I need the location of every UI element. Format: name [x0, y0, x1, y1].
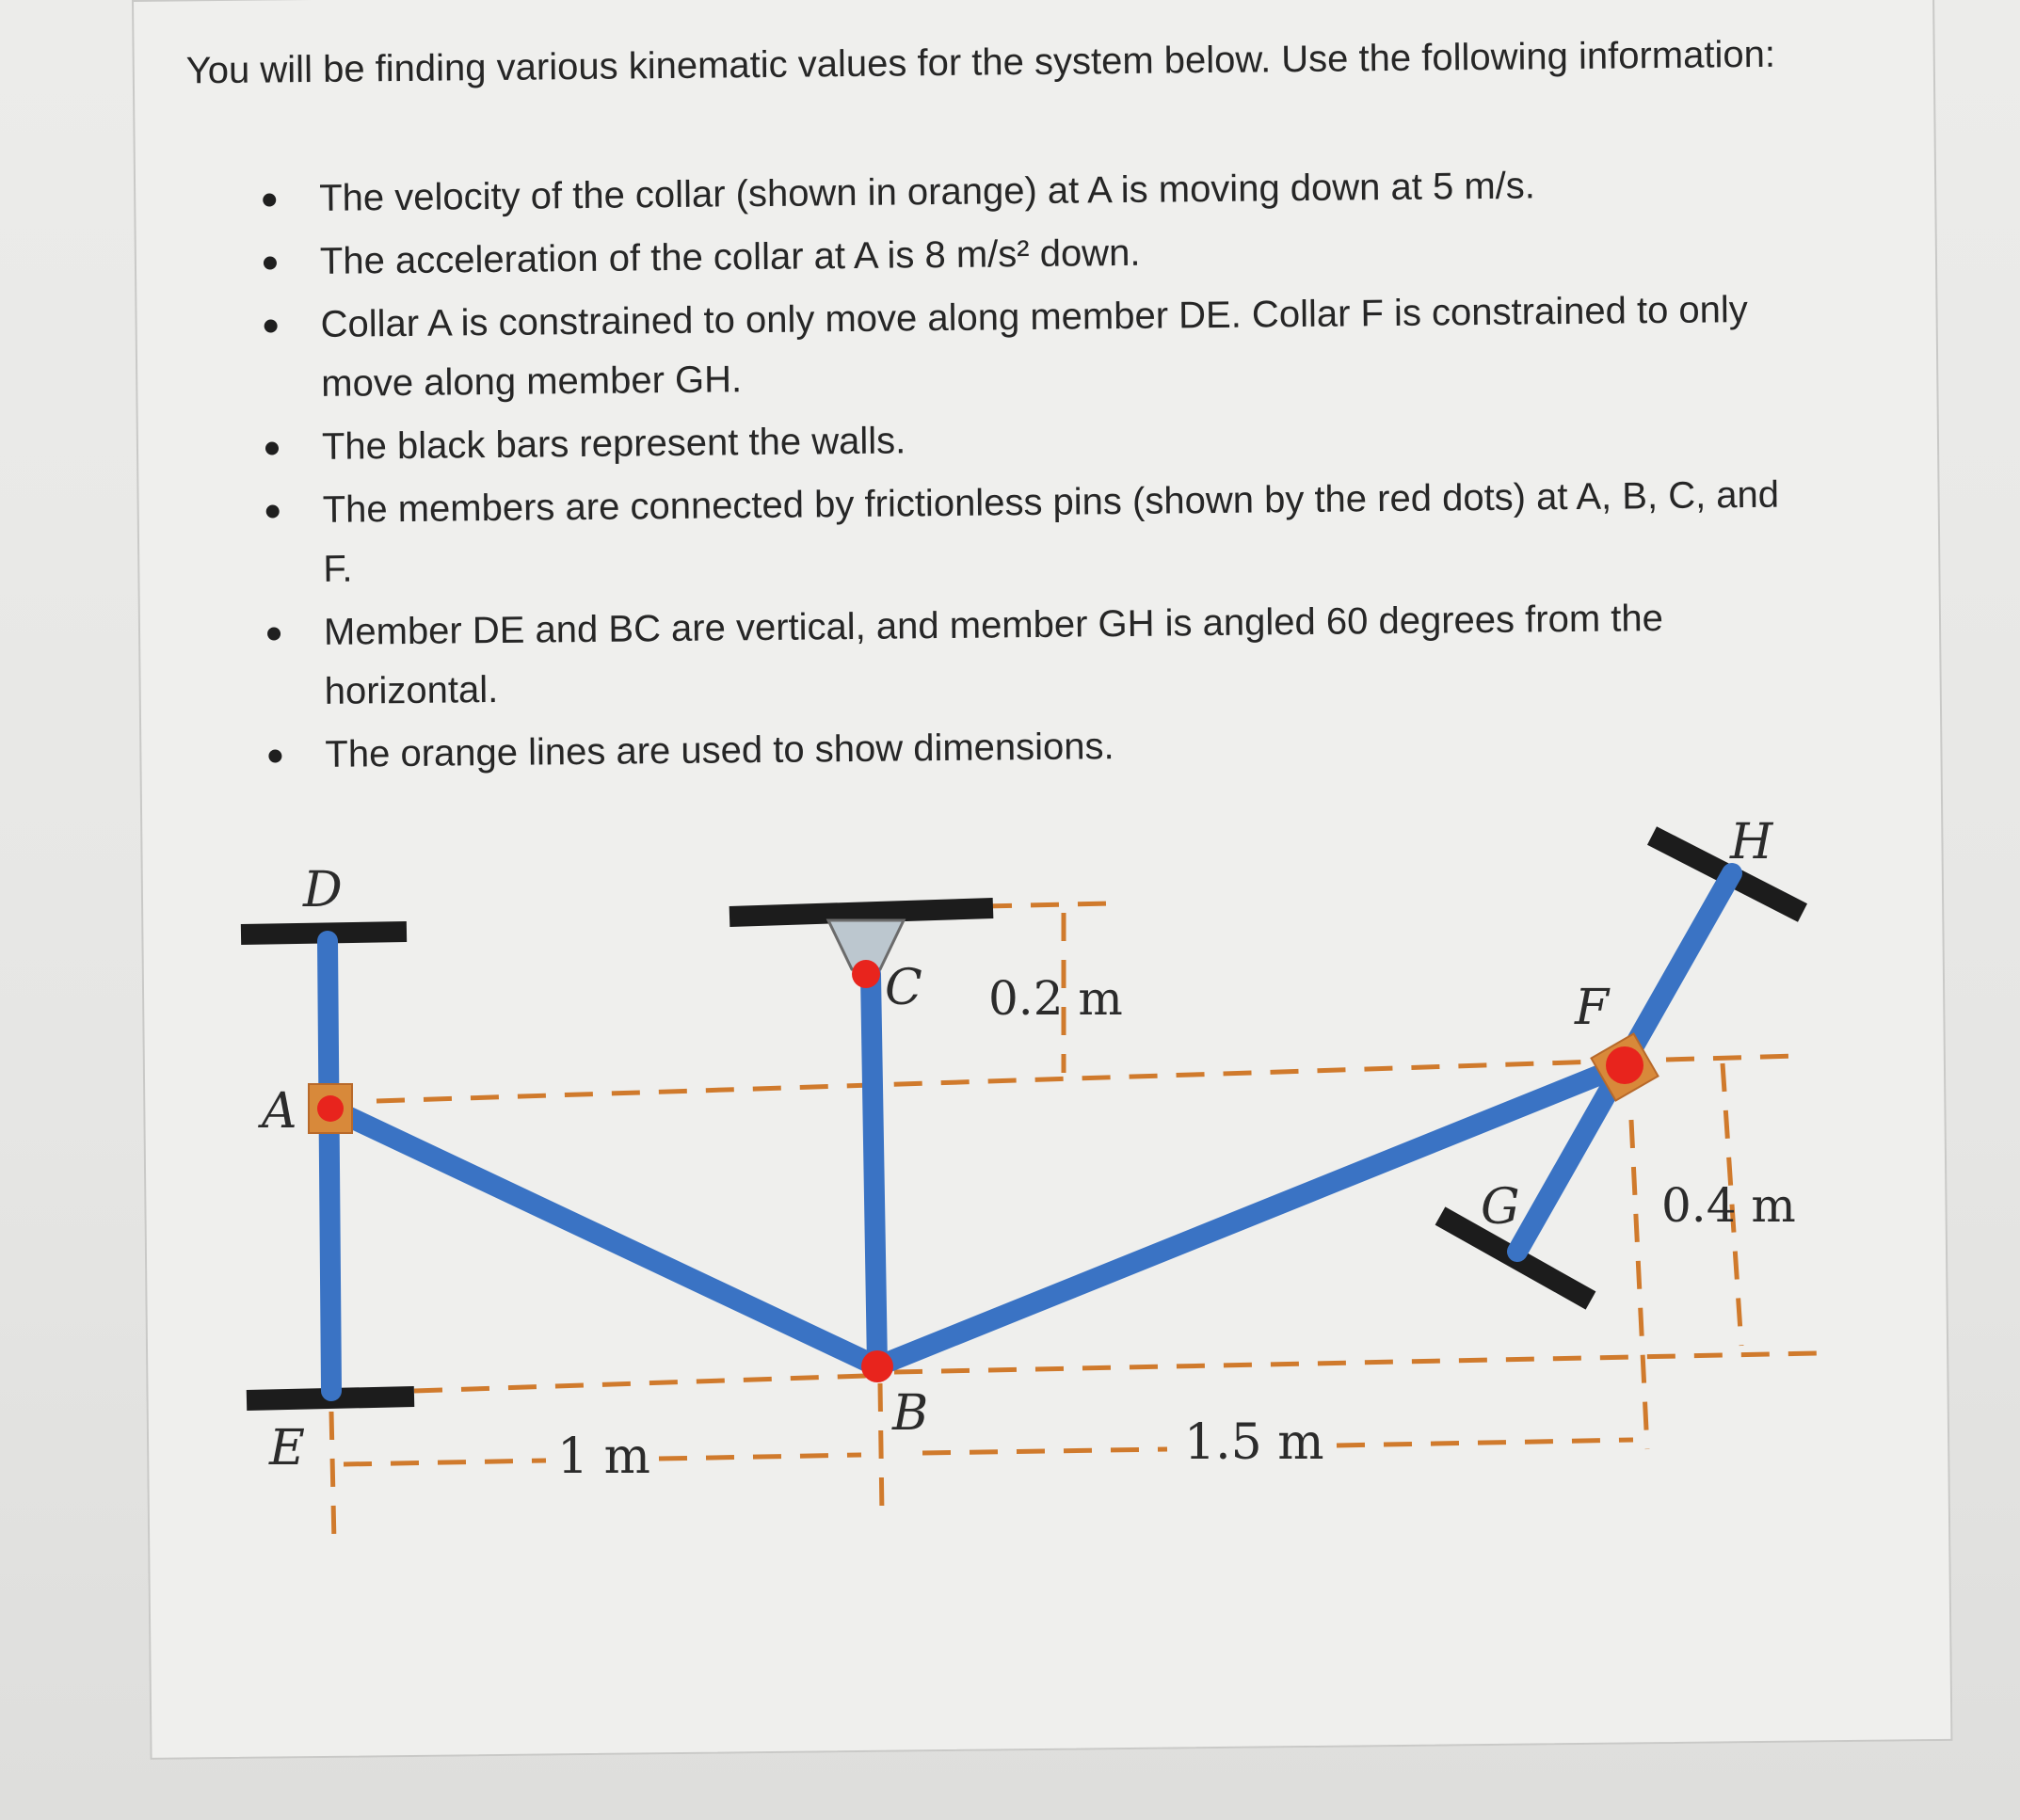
bullet-dimensions: The orange lines are used to show dimensions. [193, 710, 1813, 786]
bullet-walls: The black bars represent the walls. [190, 402, 1810, 478]
dim-line-bottom-right-b [1337, 1440, 1633, 1445]
dim-label-ab-horizontal: 1 m [557, 1429, 650, 1485]
dim-line-bottom-mid [659, 1455, 861, 1459]
bullet-acceleration: The acceleration of the collar at A is 8 m/s² down. [188, 216, 1808, 293]
label-d: D [303, 862, 343, 918]
pin-f [1606, 1046, 1643, 1084]
dim-line-b-level [894, 1353, 1817, 1372]
dim-line-c-top [984, 903, 1111, 906]
label-b: B [892, 1385, 929, 1442]
members [328, 873, 1732, 1391]
intro-text: You will be finding various kinematic values for the system below. Use the following information: [185, 33, 1776, 92]
label-a: A [262, 1083, 297, 1140]
bullet-velocity: The velocity of the collar (shown in orange) at A is moving down at 5 m/s. [187, 153, 1807, 230]
pin-a [317, 1095, 344, 1122]
dim-line-f-vertical-left [1631, 1120, 1647, 1449]
bullet-angles: Member DE and BC are vertical, and member GH is angled 60 degrees from the horizontal. [192, 587, 1812, 723]
label-f: F [1575, 980, 1610, 1036]
pin-c [852, 960, 880, 988]
dim-line-f-level-right [1666, 1056, 1798, 1060]
label-g: G [1481, 1179, 1520, 1236]
label-h: H [1730, 814, 1773, 870]
dim-line-bottom-right-a [922, 1449, 1167, 1453]
bullet-pins: The members are connected by frictionless pins (shown by the red dots) at A, B, C, and F. [190, 465, 1810, 600]
dim-label-f-vertical: 0.4 m [1661, 1178, 1796, 1233]
label-e: E [269, 1420, 305, 1477]
dim-line-bottom-left [344, 1461, 546, 1464]
label-c: C [885, 960, 922, 1016]
member-bc [871, 974, 877, 1366]
bullet-constraints: Collar A is constrained to only move along member DE. Collar F is constrained to only move along member GH. [188, 279, 1808, 415]
dim-line-a-level [377, 1062, 1600, 1101]
member-ab [331, 1109, 877, 1366]
pin-b [861, 1350, 893, 1382]
dim-label-c-vertical: 0.2 m [988, 971, 1123, 1026]
dim-line-e-vertical [331, 1412, 334, 1543]
member-de [328, 941, 331, 1391]
dim-line-e-level [414, 1376, 866, 1391]
dim-label-bf-horizontal: 1.5 m [1184, 1414, 1324, 1471]
dim-line-b-vertical [880, 1383, 882, 1515]
wall-c [729, 908, 993, 917]
